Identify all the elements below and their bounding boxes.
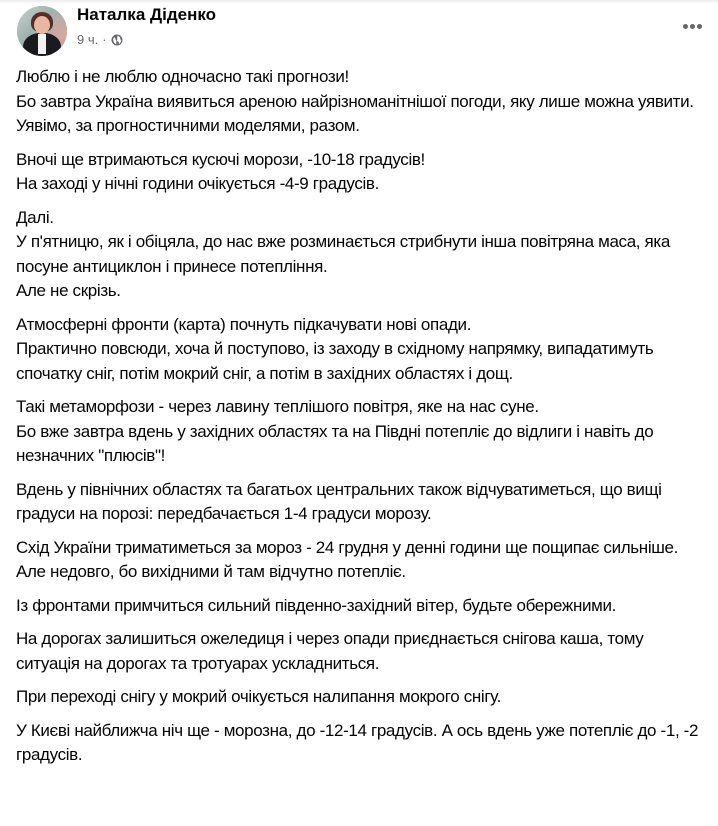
post-text-line: Далі.: [16, 207, 54, 227]
post-timestamp[interactable]: 9 ч.: [77, 32, 99, 47]
post-paragraph: [16, 719, 706, 768]
post-text-line: Але не скрізь.: [16, 281, 121, 300]
post-text-line: У п'ятницю, як і обіцяла, до нас вже розминається стрибнути інша повітряна маса, яка посуне антициклон і принесе потепління.: [16, 232, 670, 276]
more-dot-icon: [697, 24, 702, 29]
post-body: [16, 65, 706, 777]
post-paragraph: [16, 148, 706, 197]
more-options-button[interactable]: [678, 16, 706, 36]
avatar-shirt: [38, 34, 46, 54]
post-text-line: У Києві найближча ніч ще - морозна, до -12-14 градусів. А ось вдень уже потепліє до -1, -2 градусів.: [16, 720, 699, 764]
post-paragraph: [16, 627, 706, 676]
post-text-line: На заході у нічні години очікується -4-9 градусів.: [16, 174, 379, 193]
post-text-line: Практично повсюди, хоча й поступово, із заходу в східному напрямку, випадатимуть спочатку сніг, потім мокрий сніг, а потім в західних областях і дощ.: [16, 339, 654, 383]
post-text-line: Уявімо, за прогностичними моделями, разом.: [16, 116, 360, 135]
post-text-line: Вдень у північних областях та багатьох центральних також відчуватиметься, що вищі градуси на порозі: передбачається 1-4 градуси морозу.: [16, 479, 662, 523]
post-text-line: Такі метаморфози - через лавину теплішого повітря, яке на нас суне.: [16, 397, 539, 416]
post-paragraph: [16, 478, 706, 527]
post-text-line: Із фронтами примчиться сильний південно-західний вітер, будьте обережними.: [16, 595, 616, 615]
post-paragraph: [16, 685, 706, 710]
globe-icon[interactable]: [111, 34, 123, 46]
post-paragraph: [16, 65, 706, 139]
post-paragraph: [16, 395, 706, 469]
meta-separator: ·: [102, 32, 107, 47]
avatar-face: [34, 16, 50, 34]
post-text-line: При переході снігу у мокрий очікується налипання мокрого снігу.: [16, 687, 502, 706]
author-name[interactable]: Наталка Діденко: [77, 5, 217, 24]
post-meta: [77, 32, 123, 47]
post-text-line: Вночі ще втримаються кусючі морози, -10-18 градусів!: [16, 149, 425, 169]
post-text-line: Люблю і не люблю одночасно такі прогнози!: [16, 67, 349, 86]
post-text-line: Атмосферні фронти (карта) почнуть підкачувати нові опади.: [16, 314, 472, 334]
post-text-line: Бо вже завтра вдень у західних областях та на Півдні потепліє до відлиги і навіть до незначних "плюсів"!: [16, 421, 654, 465]
author-avatar[interactable]: [17, 6, 67, 56]
post-header: [0, 4, 718, 60]
post-paragraph: [16, 206, 706, 304]
post-paragraph: [16, 313, 706, 387]
post-paragraph: [16, 594, 706, 619]
more-dot-icon: [690, 24, 695, 29]
post-text-line: Схід України триматиметься за мороз - 24 грудня у денні години ще пощипає сильніше. Але недовго, бо вихідними й там відчутно потепліє.: [16, 537, 679, 581]
post-text-line: На дорогах залишиться ожеледиця і через опади приєднається снігова каша, тому ситуація на дорогах та тротуарах ускладниться.: [16, 629, 644, 673]
more-dot-icon: [683, 24, 688, 29]
post-text-line: Бо завтра Україна виявиться ареною найрізноманітнішої погоди, яку лише можна уявити.: [16, 91, 694, 111]
post-paragraph: [16, 536, 706, 585]
